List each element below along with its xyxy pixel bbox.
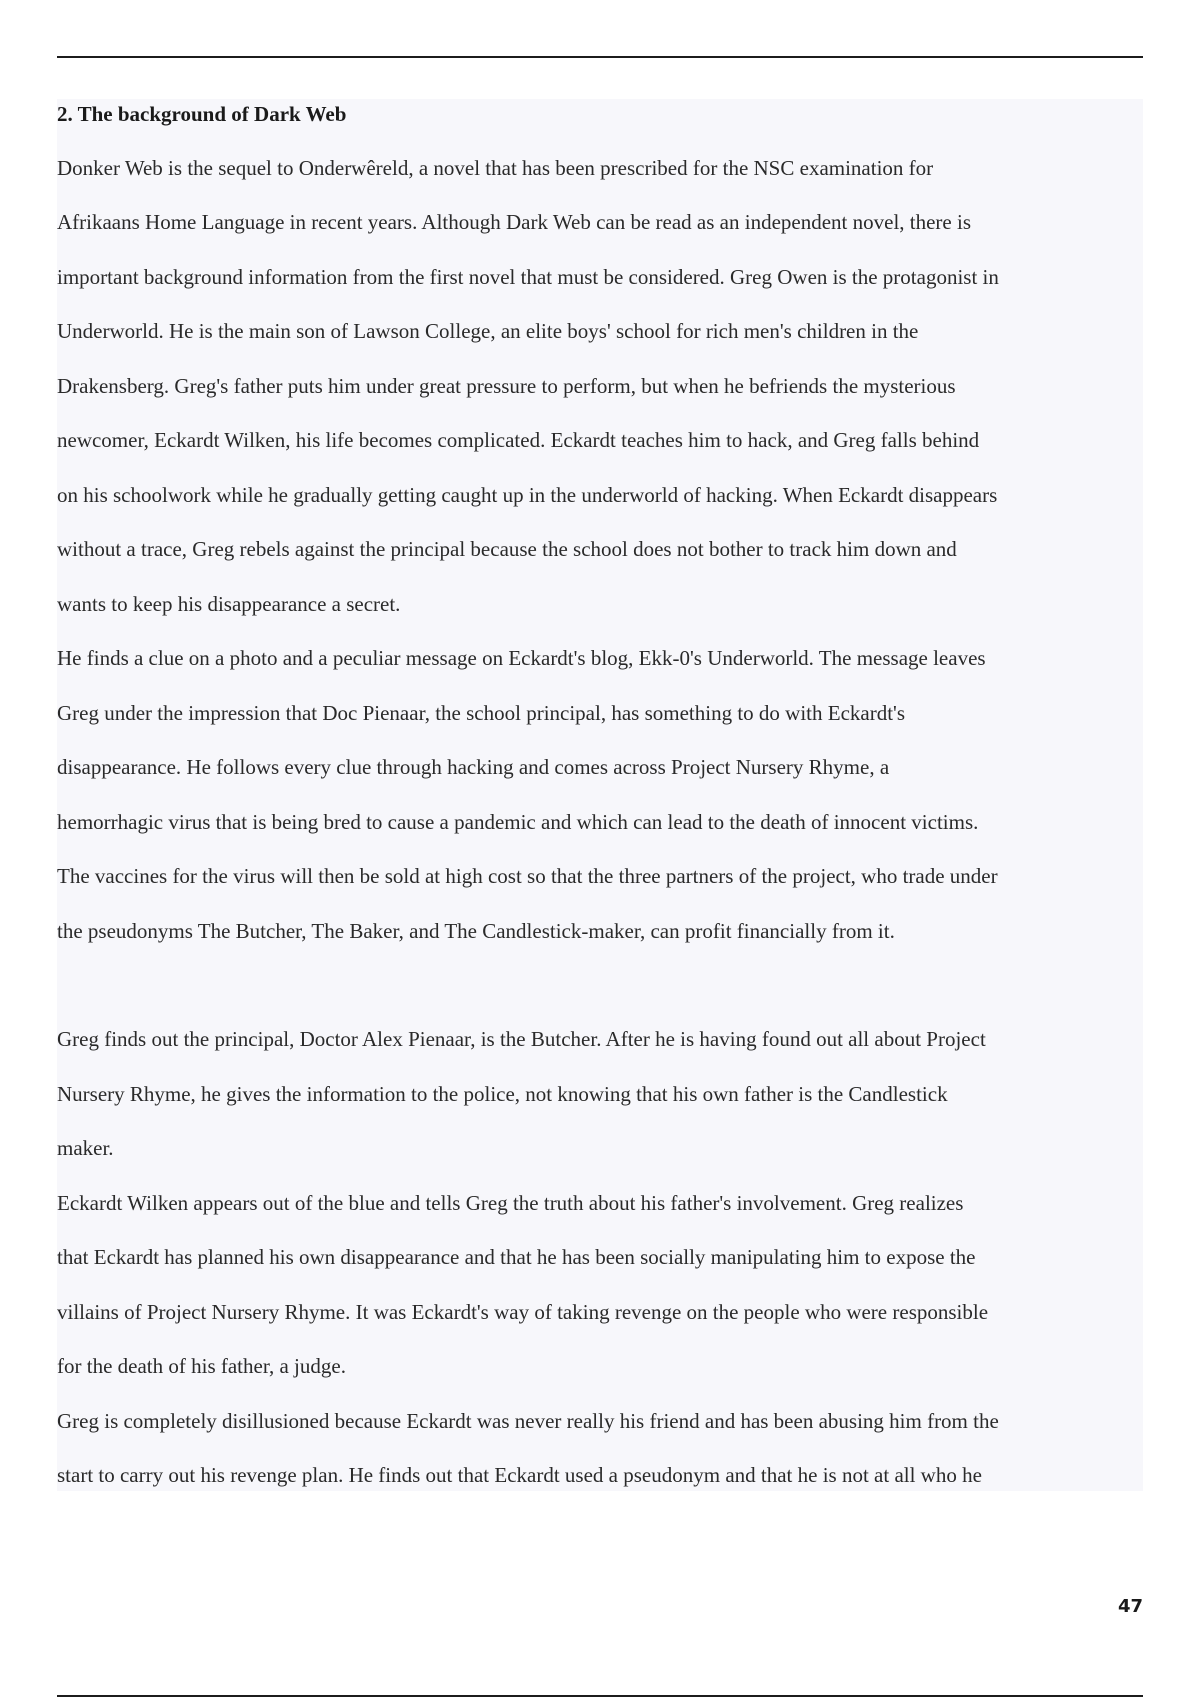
body-line: without a trace, Greg rebels against the principal because the school does not bother to track him down and xyxy=(57,537,957,561)
body-line: maker. xyxy=(57,1136,114,1160)
body-line: Greg finds out the principal, Doctor Alex Pienaar, is the Butcher. After he is having found out all about Project xyxy=(57,1027,986,1051)
body-line: Eckardt Wilken appears out of the blue and tells Greg the truth about his father's involvement. Greg realizes xyxy=(57,1191,964,1215)
body-line: The vaccines for the virus will then be sold at high cost so that the three partners of the project, who trade under xyxy=(57,864,998,888)
header-rule xyxy=(57,56,1143,58)
body-line: Underworld. He is the main son of Lawson College, an elite boys' school for rich men's children in the xyxy=(57,319,919,343)
footer-rule xyxy=(57,1695,1143,1697)
section-heading: 2. The background of Dark Web xyxy=(57,102,347,126)
page-number: 47 xyxy=(1117,1596,1143,1617)
body-line: Nursery Rhyme, he gives the information to the police, not knowing that his own father is the Candlestick xyxy=(57,1082,948,1106)
body-line: Afrikaans Home Language in recent years. Although Dark Web can be read as an independent novel, there is xyxy=(57,210,972,234)
body-line: Drakensberg. Greg's father puts him under great pressure to perform, but when he befriends the mysterious xyxy=(57,374,956,398)
body-line: villains of Project Nursery Rhyme. It was Eckardt's way of taking revenge on the people who were responsible xyxy=(57,1300,989,1324)
body-line: Donker Web is the sequel to Onderwêreld, a novel that has been prescribed for the NSC examination for xyxy=(57,156,934,180)
body-line: newcomer, Eckardt Wilken, his life becomes complicated. Eckardt teaches him to hack, and Greg falls behind xyxy=(57,428,980,452)
body-line: that Eckardt has planned his own disappearance and that he has been socially manipulating him to expose the xyxy=(57,1245,976,1269)
body-line: hemorrhagic virus that is being bred to cause a pandemic and which can lead to the death of innocent victims. xyxy=(57,810,979,834)
body-line: wants to keep his disappearance a secret. xyxy=(57,592,401,616)
body-line: start to carry out his revenge plan. He finds out that Eckardt used a pseudonym and that he is not at all who he xyxy=(57,1463,982,1487)
body-line: on his schoolwork while he gradually getting caught up in the underworld of hacking. When Eckardt disappears xyxy=(57,483,998,507)
body-line: for the death of his father, a judge. xyxy=(57,1354,346,1378)
body-line: Greg is completely disillusioned because Eckardt was never really his friend and has been abusing him from the xyxy=(57,1409,999,1433)
body-line: Greg under the impression that Doc Pienaar, the school principal, has something to do with Eckardt's xyxy=(57,701,905,725)
body-line: disappearance. He follows every clue through hacking and comes across Project Nursery Rhyme, a xyxy=(57,755,890,779)
text-block xyxy=(57,99,1143,1491)
body-line: He finds a clue on a photo and a peculiar message on Eckardt's blog, Ekk-0's Underworld. The message leaves xyxy=(57,646,986,670)
body-line: the pseudonyms The Butcher, The Baker, and The Candlestick-maker, can profit financially from it. xyxy=(57,919,895,943)
body-line: important background information from the first novel that must be considered. Greg Owen is the protagonist in xyxy=(57,265,999,289)
